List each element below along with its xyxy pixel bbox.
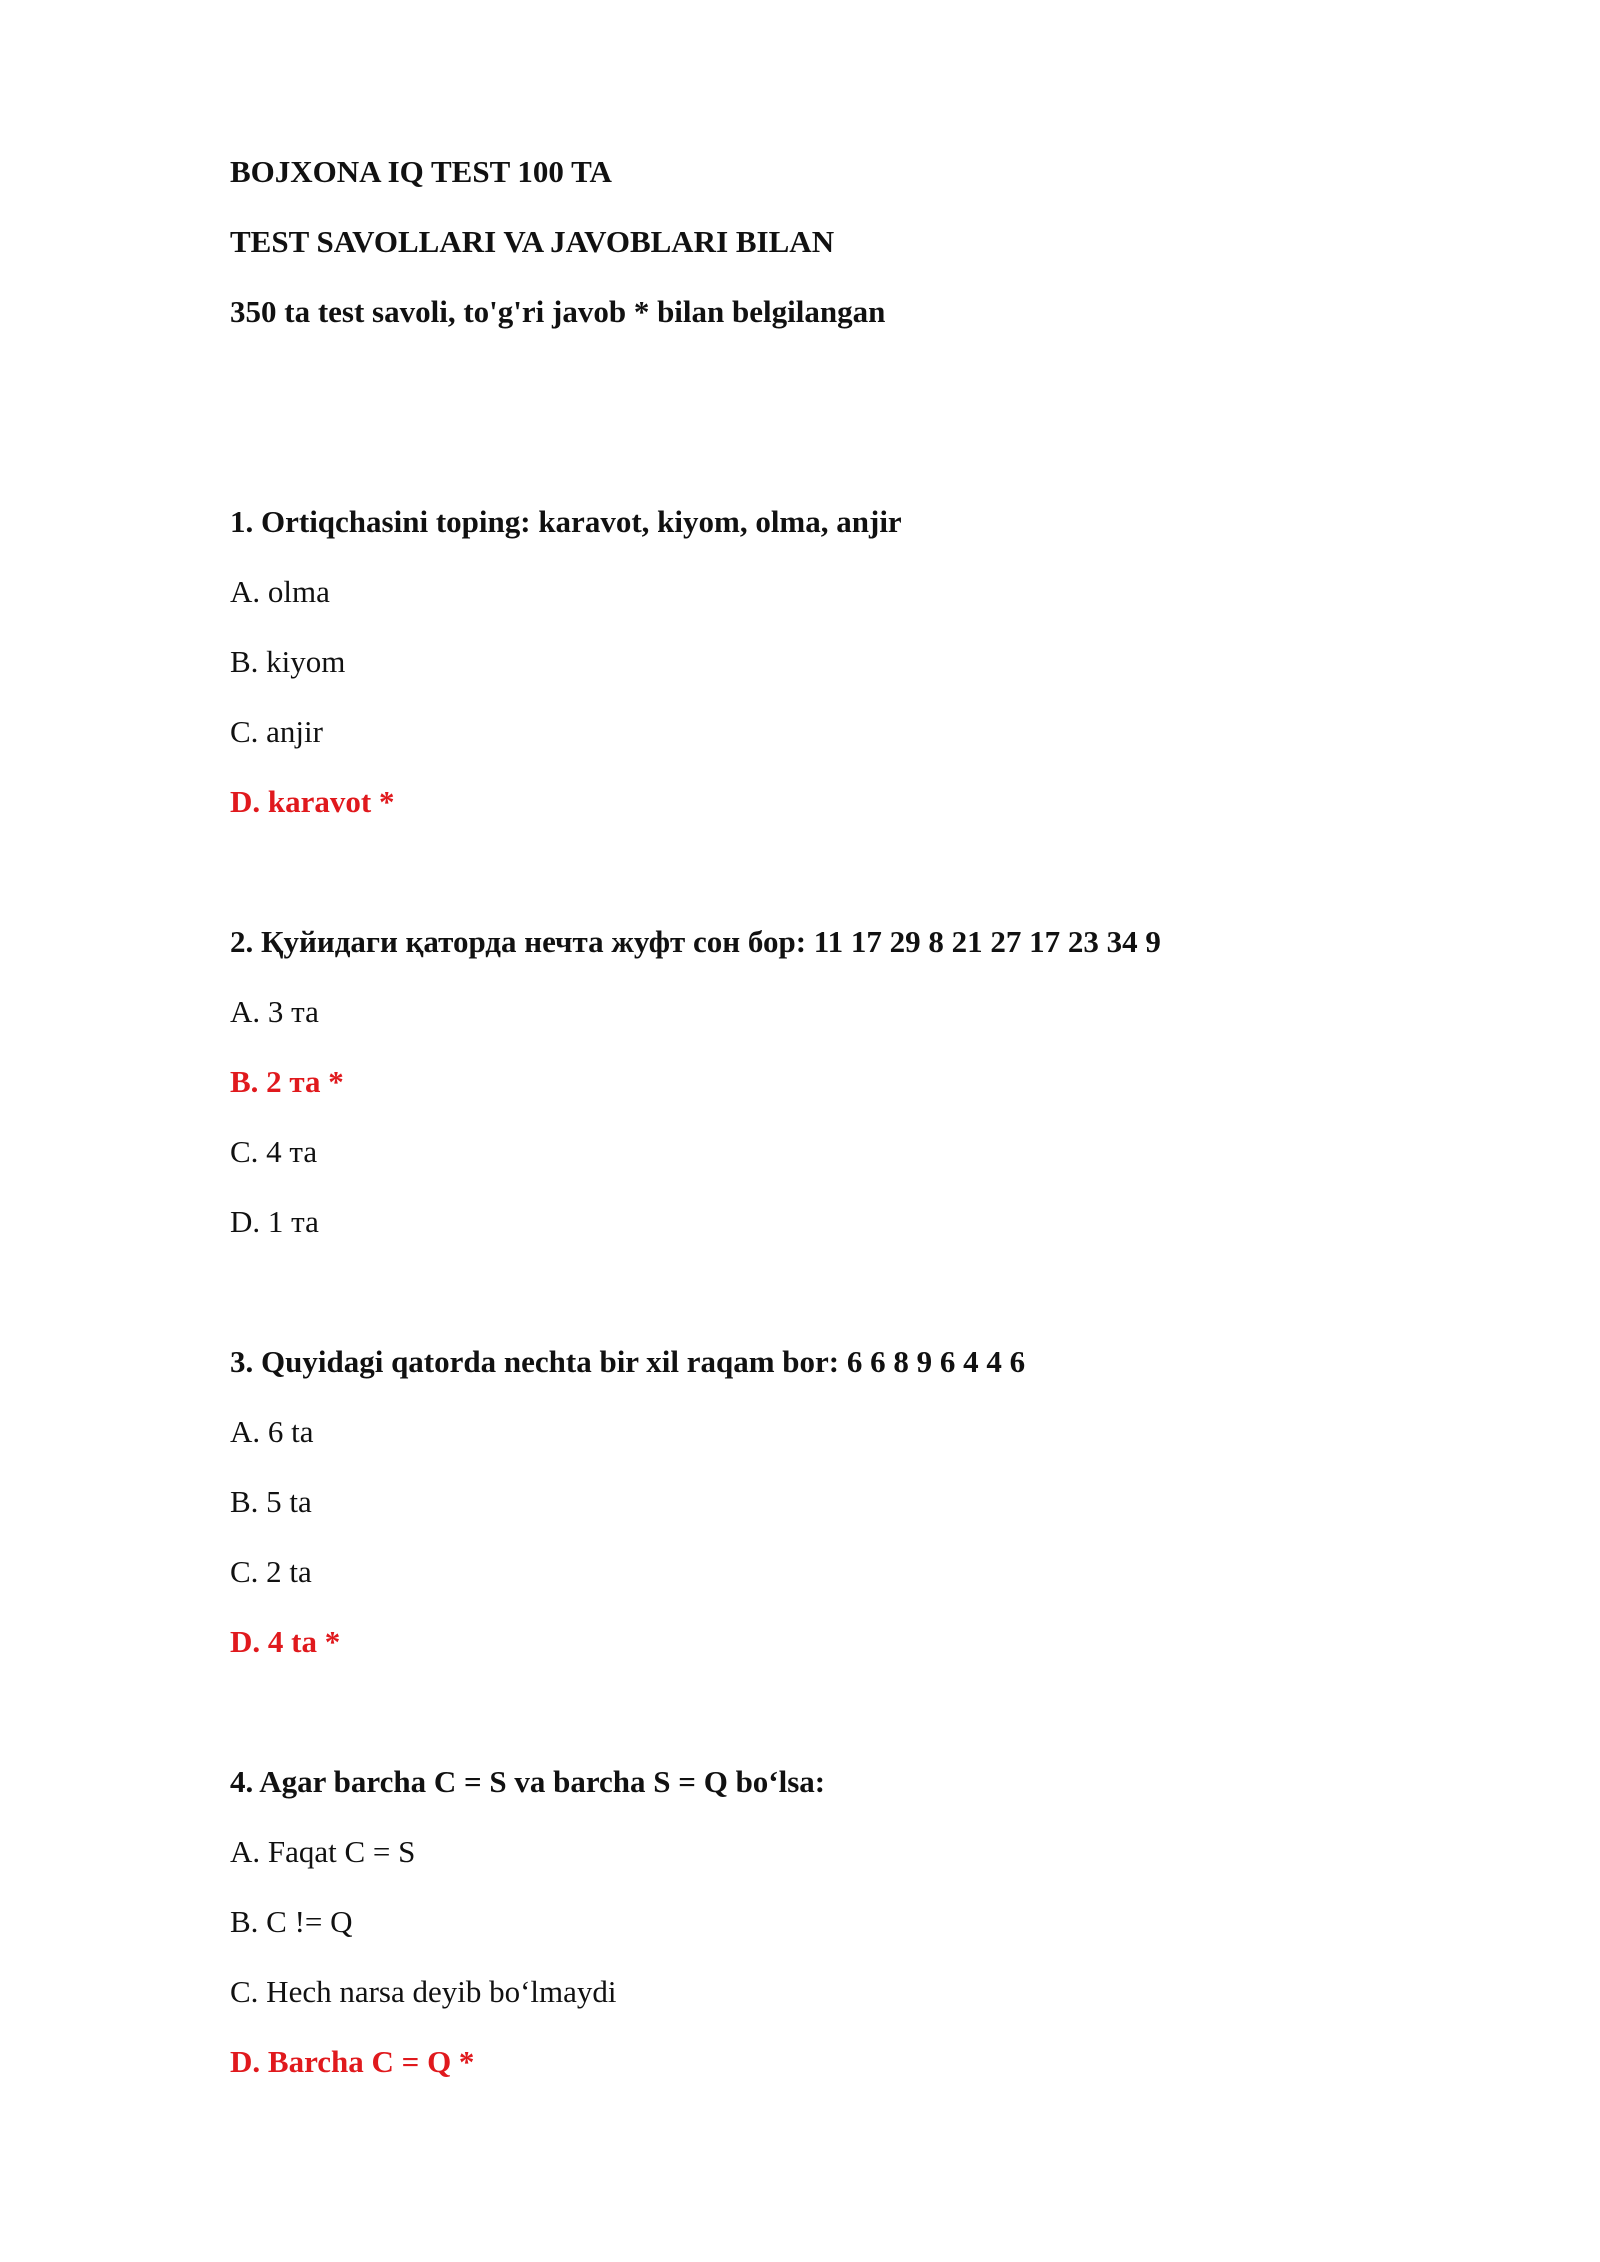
answer-option: A. olma (230, 574, 330, 609)
question-text: 3. Quyidagi qatorda nechta bir xil raqam bor: 6 6 8 9 6 4 4 6 (230, 1344, 1026, 1379)
question-text: 1. Ortiqchasini toping: karavot, kiyom, olma, anjir (230, 504, 902, 539)
document-title: BOJXONA IQ TEST 100 TA (230, 154, 612, 189)
document-note: 350 ta test savoli, to'g'ri javob * bilan belgilangan (230, 294, 886, 329)
answer-option: C. anjir (230, 714, 323, 749)
answer-option: B. C != Q (230, 1904, 353, 1939)
answer-option: A. 3 та (230, 994, 319, 1029)
answer-option: C. 4 та (230, 1134, 318, 1169)
answer-option: B. 5 ta (230, 1484, 312, 1519)
answer-option: B. kiyom (230, 644, 346, 679)
correct-answer-option: D. Barcha C = Q * (230, 2044, 475, 2079)
answer-option: C. 2 ta (230, 1554, 312, 1589)
answer-option: A. Faqat C = S (230, 1834, 416, 1869)
document-subtitle: TEST SAVOLLARI VA JAVOBLARI BILAN (230, 224, 835, 259)
correct-answer-option: B. 2 та * (230, 1064, 344, 1099)
correct-answer-option: D. karavot * (230, 784, 395, 819)
answer-option: C. Hech narsa deyib bo‘lmaydi (230, 1974, 617, 2009)
answer-option: D. 1 та (230, 1204, 319, 1239)
correct-answer-option: D. 4 ta * (230, 1624, 341, 1659)
question-text: 2. Қуйидаги қаторда нечта жуфт сон бор: 11 17 29 8 21 27 17 23 34 9 (230, 924, 1161, 959)
answer-option: A. 6 ta (230, 1414, 314, 1449)
question-text: 4. Agar barcha C = S va barcha S = Q bo‘lsa: (230, 1764, 826, 1799)
